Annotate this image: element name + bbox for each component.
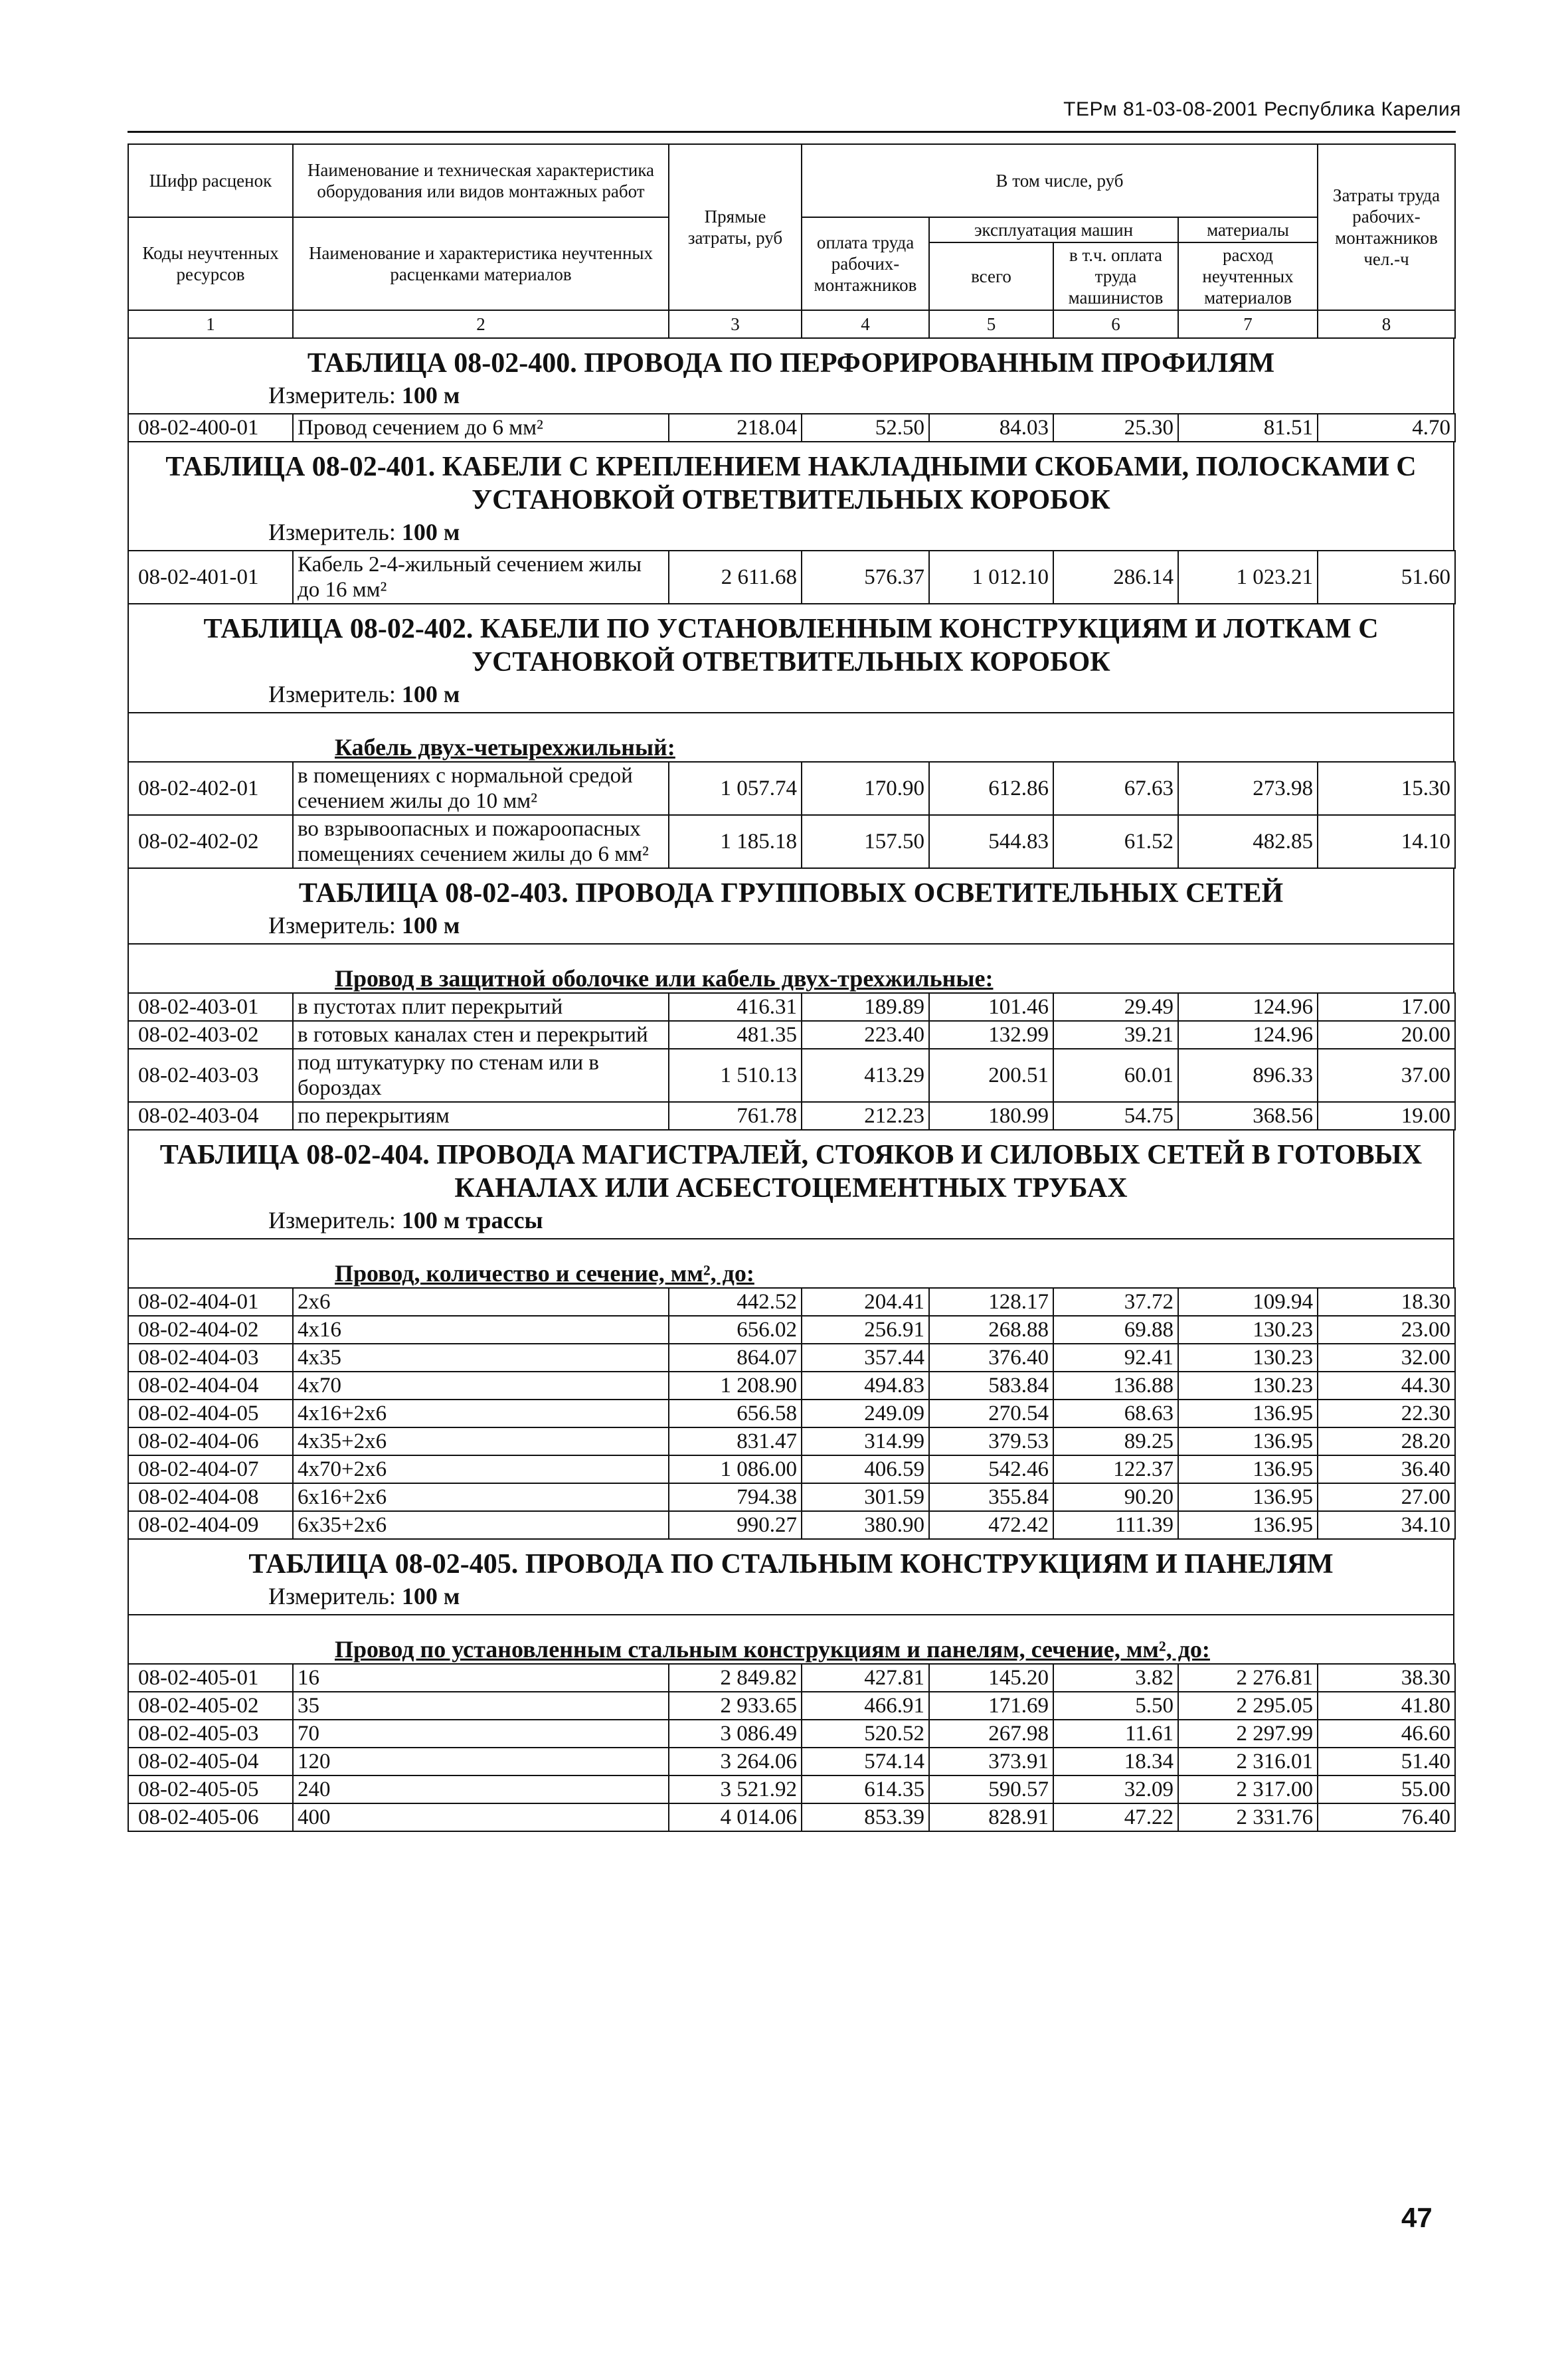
section-data-table xyxy=(128,1663,1456,1832)
cell-code: 08-02-403-01 xyxy=(128,993,293,1021)
table-row xyxy=(128,1748,1455,1775)
cell-machines: 828.91 xyxy=(929,1803,1053,1831)
cell-materials: 136.95 xyxy=(1178,1511,1318,1539)
cell-name: во взрывоопасных и пожароопасных помещениях сечением жилы до 6 мм² xyxy=(293,815,669,868)
table-row xyxy=(128,1427,1455,1455)
table-row xyxy=(128,1692,1455,1720)
cell-hours: 46.60 xyxy=(1318,1720,1455,1748)
section-unit xyxy=(128,380,1454,413)
table-row xyxy=(128,1483,1455,1511)
cell-materials: 273.98 xyxy=(1178,762,1318,815)
cell-code: 08-02-405-04 xyxy=(128,1748,293,1775)
cell-machines: 145.20 xyxy=(929,1664,1053,1692)
table-row xyxy=(128,551,1455,604)
col-name-header: Наименование и техническая характеристика оборудования или видов монтажных работ xyxy=(293,144,669,217)
cell-materials: 124.96 xyxy=(1178,993,1318,1021)
cell-code: 08-02-405-01 xyxy=(128,1664,293,1692)
cell-machines-labor: 39.21 xyxy=(1053,1021,1178,1049)
table-row xyxy=(128,1021,1455,1049)
section-subhead xyxy=(128,1614,1454,1663)
cell-code: 08-02-404-02 xyxy=(128,1316,293,1344)
table-row xyxy=(128,1400,1455,1427)
subhead-text: Провод в защитной оболочке или кабель двух-трехжильные: xyxy=(335,965,994,992)
section-title: ТАБЛИЦА 08-02-402. КАБЕЛИ ПО УСТАНОВЛЕННЫМ КОНСТРУКЦИЯМ И ЛОТКАМ С УСТАНОВКОЙ ОТВЕТВИТЕЛЬНЫХ КОРОБОК xyxy=(128,604,1454,679)
cell-machines-labor: 111.39 xyxy=(1053,1511,1178,1539)
table-row xyxy=(128,1775,1455,1803)
section-data-table xyxy=(128,413,1456,442)
cell-labor: 380.90 xyxy=(802,1511,929,1539)
cell-labor: 157.50 xyxy=(802,815,929,868)
cell-labor: 466.91 xyxy=(802,1692,929,1720)
cell-labor: 204.41 xyxy=(802,1288,929,1316)
unit-label: Измеритель: xyxy=(268,912,396,939)
cell-materials: 136.95 xyxy=(1178,1455,1318,1483)
col-number: 5 xyxy=(929,310,1053,338)
table-row xyxy=(128,815,1455,868)
cell-materials: 482.85 xyxy=(1178,815,1318,868)
sections-container xyxy=(128,339,1454,1832)
cell-hours: 51.40 xyxy=(1318,1748,1455,1775)
cell-code: 08-02-404-04 xyxy=(128,1372,293,1400)
cell-hours: 37.00 xyxy=(1318,1049,1455,1102)
header-rule xyxy=(128,131,1456,133)
section-title: ТАБЛИЦА 08-02-401. КАБЕЛИ С КРЕПЛЕНИЕМ НАКЛАДНЫМИ СКОБАМИ, ПОЛОСКАМИ С УСТАНОВКОЙ ОТВЕТВИТЕЛЬНЫХ КОРОБОК xyxy=(128,442,1454,517)
cell-materials: 2 297.99 xyxy=(1178,1720,1318,1748)
cell-direct: 442.52 xyxy=(669,1288,802,1316)
cell-direct: 761.78 xyxy=(669,1102,802,1130)
col-machines-labor-header: в т.ч. оплата труда машинистов xyxy=(1053,242,1178,310)
cell-code: 08-02-402-02 xyxy=(128,815,293,868)
cell-hours: 32.00 xyxy=(1318,1344,1455,1372)
section-unit xyxy=(128,1205,1454,1238)
cell-direct: 2 933.65 xyxy=(669,1692,802,1720)
cell-direct: 990.27 xyxy=(669,1511,802,1539)
cell-hours: 18.30 xyxy=(1318,1288,1455,1316)
cell-direct: 831.47 xyxy=(669,1427,802,1455)
cell-labor: 52.50 xyxy=(802,414,929,442)
col-materials-header: материалы xyxy=(1178,217,1318,242)
cell-hours: 23.00 xyxy=(1318,1316,1455,1344)
section-data-table xyxy=(128,550,1456,604)
cell-machines-labor: 11.61 xyxy=(1053,1720,1178,1748)
cell-direct: 656.58 xyxy=(669,1400,802,1427)
cell-materials: 2 316.01 xyxy=(1178,1748,1318,1775)
cell-machines: 200.51 xyxy=(929,1049,1053,1102)
cell-hours: 15.30 xyxy=(1318,762,1455,815)
cell-hours: 36.40 xyxy=(1318,1455,1455,1483)
cell-machines-labor: 5.50 xyxy=(1053,1692,1178,1720)
cell-name: 240 xyxy=(293,1775,669,1803)
cell-name: 35 xyxy=(293,1692,669,1720)
cell-code: 08-02-402-01 xyxy=(128,762,293,815)
cell-code: 08-02-404-08 xyxy=(128,1483,293,1511)
cell-materials: 136.95 xyxy=(1178,1400,1318,1427)
section-subhead xyxy=(128,943,1454,992)
cell-name: в помещениях с нормальной средой сечением жилы до 10 мм² xyxy=(293,762,669,815)
table-row xyxy=(128,1288,1455,1316)
cell-labor: 357.44 xyxy=(802,1344,929,1372)
cell-code: 08-02-404-03 xyxy=(128,1344,293,1372)
cell-materials: 136.95 xyxy=(1178,1483,1318,1511)
cell-hours: 44.30 xyxy=(1318,1372,1455,1400)
cell-name: по перекрытиям xyxy=(293,1102,669,1130)
cell-labor: 614.35 xyxy=(802,1775,929,1803)
cell-machines-labor: 61.52 xyxy=(1053,815,1178,868)
cell-machines: 171.69 xyxy=(929,1692,1053,1720)
cell-direct: 2 849.82 xyxy=(669,1664,802,1692)
cell-direct: 4 014.06 xyxy=(669,1803,802,1831)
cell-machines: 84.03 xyxy=(929,414,1053,442)
cell-code: 08-02-403-02 xyxy=(128,1021,293,1049)
cell-name: 16 xyxy=(293,1664,669,1692)
cell-machines-labor: 18.34 xyxy=(1053,1748,1178,1775)
col-number: 6 xyxy=(1053,310,1178,338)
cell-machines: 583.84 xyxy=(929,1372,1053,1400)
table-row xyxy=(128,1511,1455,1539)
cell-labor: 413.29 xyxy=(802,1049,929,1102)
col-incl-header: В том числе, руб xyxy=(802,144,1318,217)
cell-machines: 132.99 xyxy=(929,1021,1053,1049)
cell-machines-labor: 92.41 xyxy=(1053,1344,1178,1372)
section-unit xyxy=(128,679,1454,712)
cell-labor: 223.40 xyxy=(802,1021,929,1049)
cell-name: в готовых каналах стен и перекрытий xyxy=(293,1021,669,1049)
cell-labor: 256.91 xyxy=(802,1316,929,1344)
cell-name: 4x70 xyxy=(293,1372,669,1400)
cell-direct: 794.38 xyxy=(669,1483,802,1511)
page-number: 47 xyxy=(1401,2202,1433,2233)
cell-materials: 81.51 xyxy=(1178,414,1318,442)
subhead-text: Провод по установленным стальным конструкциям и панелям, сечение, мм², до: xyxy=(335,1636,1210,1663)
cell-materials: 130.23 xyxy=(1178,1372,1318,1400)
col-labor-cost-header: Затраты труда рабочих-монтажников чел.-ч xyxy=(1318,144,1455,310)
cell-labor: 494.83 xyxy=(802,1372,929,1400)
section-data-table xyxy=(128,992,1456,1131)
cell-machines-labor: 67.63 xyxy=(1053,762,1178,815)
cell-direct: 3 521.92 xyxy=(669,1775,802,1803)
subhead-text: Провод, количество и сечение, мм², до: xyxy=(335,1260,754,1287)
cell-name: 6x16+2x6 xyxy=(293,1483,669,1511)
cell-hours: 55.00 xyxy=(1318,1775,1455,1803)
col-labor-header: оплата труда рабочих-монтажников xyxy=(802,217,929,310)
cell-labor: 576.37 xyxy=(802,551,929,604)
cell-machines-labor: 25.30 xyxy=(1053,414,1178,442)
section-subhead xyxy=(128,712,1454,761)
cell-name: 4x70+2x6 xyxy=(293,1455,669,1483)
cell-code: 08-02-404-09 xyxy=(128,1511,293,1539)
section-unit xyxy=(128,910,1454,943)
col-number: 3 xyxy=(669,310,802,338)
cell-machines-labor: 136.88 xyxy=(1053,1372,1178,1400)
cell-code: 08-02-405-02 xyxy=(128,1692,293,1720)
cell-materials: 368.56 xyxy=(1178,1102,1318,1130)
cell-machines-labor: 60.01 xyxy=(1053,1049,1178,1102)
col-machines-total-header: всего xyxy=(929,242,1053,310)
cell-hours: 17.00 xyxy=(1318,993,1455,1021)
column-number-row xyxy=(128,310,1455,338)
unit-value: 100 м xyxy=(401,382,460,409)
cell-machines: 373.91 xyxy=(929,1748,1053,1775)
cell-machines: 128.17 xyxy=(929,1288,1053,1316)
cell-hours: 14.10 xyxy=(1318,815,1455,868)
cell-hours: 41.80 xyxy=(1318,1692,1455,1720)
cell-hours: 4.70 xyxy=(1318,414,1455,442)
cell-materials: 896.33 xyxy=(1178,1049,1318,1102)
cell-machines-labor: 29.49 xyxy=(1053,993,1178,1021)
cell-materials: 109.94 xyxy=(1178,1288,1318,1316)
table-row xyxy=(128,1049,1455,1102)
section-data-table xyxy=(128,761,1456,869)
table-row xyxy=(128,1372,1455,1400)
cell-direct: 864.07 xyxy=(669,1344,802,1372)
table-row xyxy=(128,1455,1455,1483)
unit-label: Измеритель: xyxy=(268,382,396,409)
cell-code: 08-02-405-05 xyxy=(128,1775,293,1803)
section-title: ТАБЛИЦА 08-02-404. ПРОВОДА МАГИСТРАЛЕЙ, СТОЯКОВ И СИЛОВЫХ СЕТЕЙ В ГОТОВЫХ КАНАЛАХ ИЛИ АСБЕСТОЦЕМЕНТНЫХ ТРУБАХ xyxy=(128,1131,1454,1205)
cell-machines-labor: 47.22 xyxy=(1053,1803,1178,1831)
cell-machines: 379.53 xyxy=(929,1427,1053,1455)
cell-machines-labor: 54.75 xyxy=(1053,1102,1178,1130)
cell-hours: 27.00 xyxy=(1318,1483,1455,1511)
table-row xyxy=(128,1664,1455,1692)
col-direct-header: Прямые затраты, руб xyxy=(669,144,802,310)
cell-labor: 314.99 xyxy=(802,1427,929,1455)
cell-code: 08-02-405-06 xyxy=(128,1803,293,1831)
cell-code: 08-02-404-07 xyxy=(128,1455,293,1483)
col-code-sub-header: Коды неучтенных ресурсов xyxy=(128,217,293,310)
cell-materials: 136.95 xyxy=(1178,1427,1318,1455)
unit-label: Измеритель: xyxy=(268,519,396,545)
section-data-table xyxy=(128,1287,1456,1540)
cell-machines: 267.98 xyxy=(929,1720,1053,1748)
cell-direct: 1 208.90 xyxy=(669,1372,802,1400)
table-row xyxy=(128,1316,1455,1344)
cell-code: 08-02-404-06 xyxy=(128,1427,293,1455)
cell-machines: 101.46 xyxy=(929,993,1053,1021)
cell-machines-labor: 32.09 xyxy=(1053,1775,1178,1803)
cell-labor: 574.14 xyxy=(802,1748,929,1775)
cell-hours: 34.10 xyxy=(1318,1511,1455,1539)
cell-code: 08-02-401-01 xyxy=(128,551,293,604)
cell-hours: 51.60 xyxy=(1318,551,1455,604)
cell-direct: 481.35 xyxy=(669,1021,802,1049)
table-row xyxy=(128,1102,1455,1130)
col-number: 8 xyxy=(1318,310,1455,338)
cell-direct: 416.31 xyxy=(669,993,802,1021)
cell-machines: 542.46 xyxy=(929,1455,1053,1483)
cell-direct: 1 057.74 xyxy=(669,762,802,815)
cell-materials: 2 317.00 xyxy=(1178,1775,1318,1803)
table-row xyxy=(128,993,1455,1021)
section-unit xyxy=(128,517,1454,550)
col-number: 1 xyxy=(128,310,293,338)
col-number: 4 xyxy=(802,310,929,338)
cell-code: 08-02-404-05 xyxy=(128,1400,293,1427)
cell-hours: 22.30 xyxy=(1318,1400,1455,1427)
cell-machines: 376.40 xyxy=(929,1344,1053,1372)
col-number: 7 xyxy=(1178,310,1318,338)
cell-name: 4x16+2x6 xyxy=(293,1400,669,1427)
cell-machines-labor: 286.14 xyxy=(1053,551,1178,604)
cell-machines: 590.57 xyxy=(929,1775,1053,1803)
cell-name: 2x6 xyxy=(293,1288,669,1316)
unit-value: 100 м xyxy=(401,1583,460,1609)
cell-machines-labor: 122.37 xyxy=(1053,1455,1178,1483)
cell-direct: 218.04 xyxy=(669,414,802,442)
cell-machines: 268.88 xyxy=(929,1316,1053,1344)
document-header: ТЕРм 81-03-08-2001 Республика Карелия xyxy=(1063,98,1461,120)
table-row xyxy=(128,414,1455,442)
cell-labor: 170.90 xyxy=(802,762,929,815)
cell-labor: 853.39 xyxy=(802,1803,929,1831)
table-row xyxy=(128,762,1455,815)
cell-labor: 249.09 xyxy=(802,1400,929,1427)
cell-name: 4x35 xyxy=(293,1344,669,1372)
col-name-sub-header: Наименование и характеристика неучтенных расценками материалов xyxy=(293,217,669,310)
cell-direct: 1 086.00 xyxy=(669,1455,802,1483)
cell-hours: 20.00 xyxy=(1318,1021,1455,1049)
cell-name: 70 xyxy=(293,1720,669,1748)
cell-machines: 472.42 xyxy=(929,1511,1053,1539)
cell-machines-labor: 3.82 xyxy=(1053,1664,1178,1692)
cell-name: 6x35+2x6 xyxy=(293,1511,669,1539)
cell-hours: 28.20 xyxy=(1318,1427,1455,1455)
section-title: ТАБЛИЦА 08-02-400. ПРОВОДА ПО ПЕРФОРИРОВАННЫМ ПРОФИЛЯМ xyxy=(128,339,1454,380)
cell-materials: 1 023.21 xyxy=(1178,551,1318,604)
col-code-header: Шифр расценок xyxy=(128,144,293,217)
cell-name: Провод сечением до 6 мм² xyxy=(293,414,669,442)
cell-name: 400 xyxy=(293,1803,669,1831)
unit-value: 100 м xyxy=(401,681,460,707)
cell-machines: 612.86 xyxy=(929,762,1053,815)
unit-value: 100 м xyxy=(401,912,460,939)
cell-labor: 189.89 xyxy=(802,993,929,1021)
section-title: ТАБЛИЦА 08-02-403. ПРОВОДА ГРУППОВЫХ ОСВЕТИТЕЛЬНЫХ СЕТЕЙ xyxy=(128,869,1454,910)
unit-value: 100 м трассы xyxy=(401,1207,543,1233)
cell-direct: 656.02 xyxy=(669,1316,802,1344)
table-row xyxy=(128,1720,1455,1748)
cell-materials: 2 276.81 xyxy=(1178,1664,1318,1692)
cell-code: 08-02-403-03 xyxy=(128,1049,293,1102)
subhead-text: Кабель двух-четырехжильный: xyxy=(335,734,675,761)
unit-label: Измеритель: xyxy=(268,1583,396,1609)
cell-hours: 19.00 xyxy=(1318,1102,1455,1130)
cell-machines-labor: 69.88 xyxy=(1053,1316,1178,1344)
cell-name: Кабель 2-4-жильный сечением жилы до 16 мм² xyxy=(293,551,669,604)
column-header-table xyxy=(128,143,1456,339)
cell-direct: 1 510.13 xyxy=(669,1049,802,1102)
cell-name: под штукатурку по стенам или в бороздах xyxy=(293,1049,669,1102)
cell-code: 08-02-400-01 xyxy=(128,414,293,442)
cell-code: 08-02-404-01 xyxy=(128,1288,293,1316)
unit-label: Измеритель: xyxy=(268,681,396,707)
cell-direct: 1 185.18 xyxy=(669,815,802,868)
cell-direct: 2 611.68 xyxy=(669,551,802,604)
col-materials-sub-header: расход неучтенных материалов xyxy=(1178,242,1318,310)
cell-materials: 130.23 xyxy=(1178,1316,1318,1344)
cell-materials: 124.96 xyxy=(1178,1021,1318,1049)
cell-labor: 427.81 xyxy=(802,1664,929,1692)
cell-machines: 270.54 xyxy=(929,1400,1053,1427)
cell-machines-labor: 90.20 xyxy=(1053,1483,1178,1511)
cell-direct: 3 264.06 xyxy=(669,1748,802,1775)
cell-labor: 301.59 xyxy=(802,1483,929,1511)
cell-direct: 3 086.49 xyxy=(669,1720,802,1748)
section-title: ТАБЛИЦА 08-02-405. ПРОВОДА ПО СТАЛЬНЫМ КОНСТРУКЦИЯМ И ПАНЕЛЯМ xyxy=(128,1540,1454,1581)
cell-labor: 212.23 xyxy=(802,1102,929,1130)
col-machines-header: эксплуатация машин xyxy=(929,217,1178,242)
cell-hours: 76.40 xyxy=(1318,1803,1455,1831)
cell-materials: 130.23 xyxy=(1178,1344,1318,1372)
cell-name: в пустотах плит перекрытий xyxy=(293,993,669,1021)
table-row xyxy=(128,1344,1455,1372)
cell-labor: 406.59 xyxy=(802,1455,929,1483)
cell-labor: 520.52 xyxy=(802,1720,929,1748)
cell-machines: 355.84 xyxy=(929,1483,1053,1511)
cell-materials: 2 295.05 xyxy=(1178,1692,1318,1720)
section-subhead xyxy=(128,1238,1454,1287)
cell-hours: 38.30 xyxy=(1318,1664,1455,1692)
cell-machines-labor: 68.63 xyxy=(1053,1400,1178,1427)
table-row xyxy=(128,1803,1455,1831)
cell-materials: 2 331.76 xyxy=(1178,1803,1318,1831)
cell-code: 08-02-403-04 xyxy=(128,1102,293,1130)
col-number: 2 xyxy=(293,310,669,338)
cell-code: 08-02-405-03 xyxy=(128,1720,293,1748)
cell-name: 4x16 xyxy=(293,1316,669,1344)
cell-machines: 1 012.10 xyxy=(929,551,1053,604)
cell-machines: 544.83 xyxy=(929,815,1053,868)
unit-value: 100 м xyxy=(401,519,460,545)
cell-name: 120 xyxy=(293,1748,669,1775)
unit-label: Измеритель: xyxy=(268,1207,396,1233)
cell-machines-labor: 89.25 xyxy=(1053,1427,1178,1455)
price-sheet xyxy=(128,143,1454,1832)
cell-machines-labor: 37.72 xyxy=(1053,1288,1178,1316)
cell-machines: 180.99 xyxy=(929,1102,1053,1130)
cell-name: 4x35+2x6 xyxy=(293,1427,669,1455)
section-unit xyxy=(128,1581,1454,1614)
